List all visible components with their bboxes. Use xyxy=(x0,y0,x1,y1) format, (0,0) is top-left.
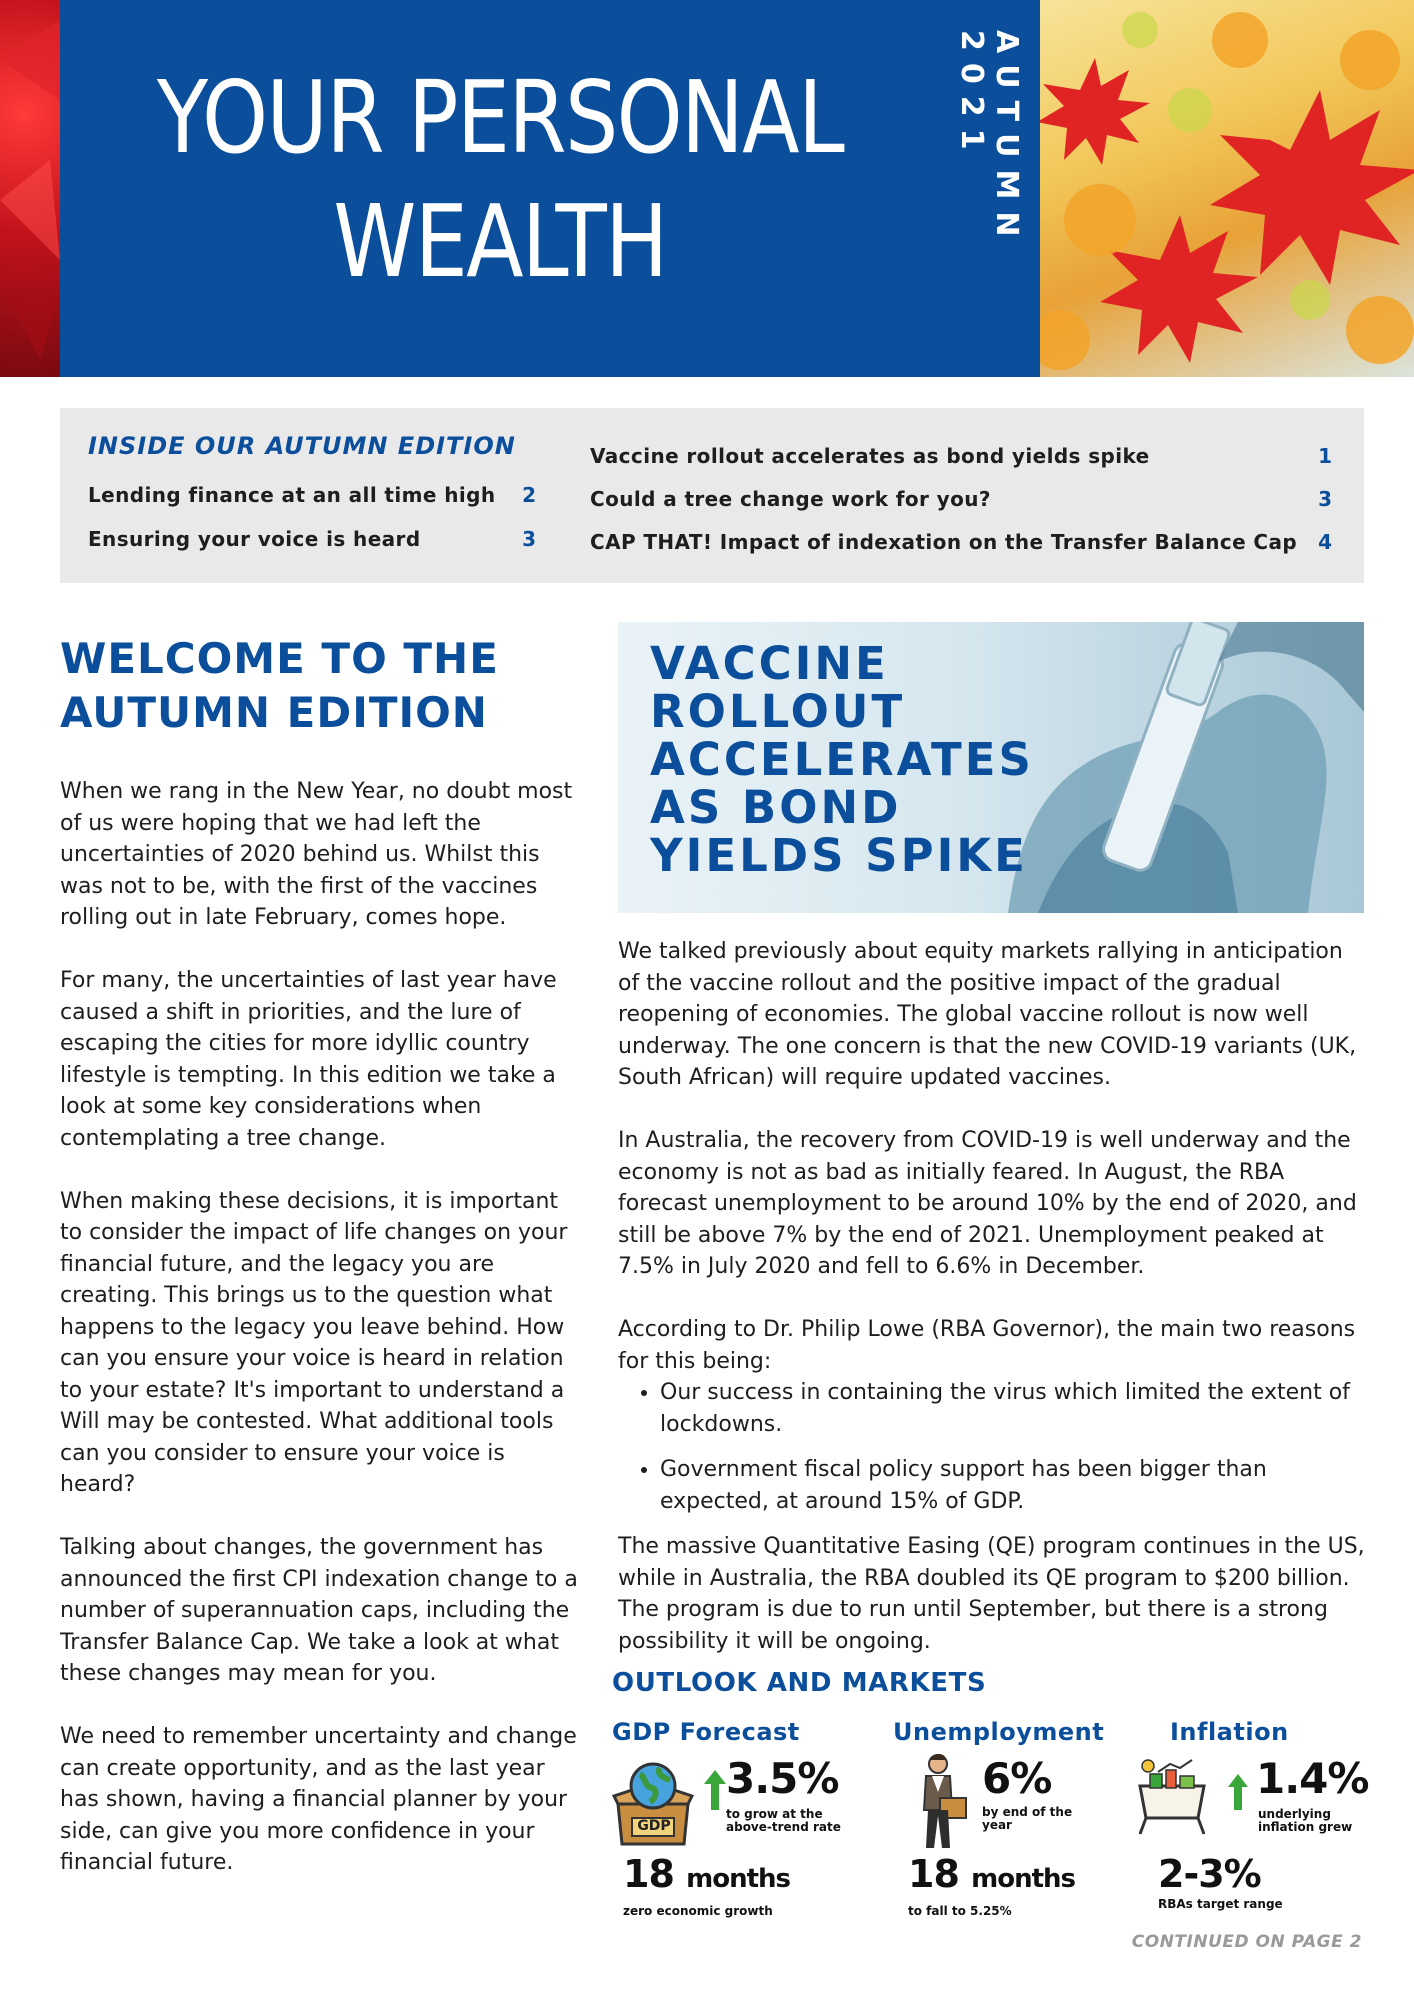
vaccine-paragraph: The massive Quantitative Easing (QE) program continues in the US, while in Australia, the RBA doubled its QE program to $200 billion. The program is due to run until September, but there is a strong possibility it will be ongoing. xyxy=(618,1534,1365,1654)
edition-label: AUTUMN 2021 xyxy=(954,30,1024,249)
welcome-paragraph: When making these decisions, it is important to consider the impact of life changes on your financial future, and the legacy you are creating. This brings us to the question what happens to the legacy you leave behind. How can you ensure your voice is heard in relation to your estate? It's important to understand a Will may be contested. What additional tools can you consider to ensure your voice is heard? xyxy=(60,1188,568,1497)
welcome-paragraph: When we rang in the New Year, no doubt most of us were hoping that we had left the uncertainties of 2020 behind us. Whilst this was not to be, with the first of the vaccines rolling out in late February, comes hope. xyxy=(60,779,573,930)
welcome-paragraph: For many, the uncertainties of last year have caused a shift in priorities, and the lure of escaping the cities for more idyllic country lifestyle is tempting. In this edition we take a look at some key considerations when contemplating a tree change. xyxy=(60,968,557,1151)
unemployment-months-caption: to fall to 5.25% xyxy=(908,1904,1012,1918)
vaccine-title-line: VACCINE xyxy=(650,637,889,690)
toc-item-tree-change[interactable]: Could a tree change work for you? xyxy=(590,487,991,511)
vaccine-paragraph: We talked previously about equity markets rallying in anticipation of the vaccine rollout and the positive impact of the gradual reopening of economies. The global vaccine rollout is now well underway. The one concern is that the new COVID-19 variants (UK, South African) will require updated vaccines. xyxy=(618,939,1357,1090)
toc-page-tree-change: 3 xyxy=(1318,487,1332,511)
inflation-target-range-caption: RBAs target range xyxy=(1158,1897,1283,1911)
gdp-months-unit: months xyxy=(686,1864,791,1894)
unemployment-caption: by end of the year xyxy=(982,1805,1073,1832)
header-photo-right xyxy=(1040,0,1414,377)
unemployment-value: 6% xyxy=(982,1754,1052,1803)
toc-item-vaccine[interactable]: Vaccine rollout accelerates as bond yields spike xyxy=(590,444,1150,468)
toc-page-vaccine: 1 xyxy=(1318,444,1332,468)
welcome-body xyxy=(60,776,580,1910)
toc-item-voice[interactable]: Ensuring your voice is heard xyxy=(88,527,421,551)
unemployment-months-value: 18 xyxy=(908,1852,959,1896)
vaccine-paragraph: In Australia, the recovery from COVID-19 is well underway and the economy is not as bad as initially feared. In August, the RBA forecast unemployment to be around 10% by the end of 2020, and still be above 7% by the end of 2021. Unemployment peaked at 7.5% in July 2020 and fell to 6.6% in December. xyxy=(618,1128,1357,1279)
unemployment-months-unit: months xyxy=(971,1864,1076,1894)
vaccine-article-title xyxy=(650,637,1070,882)
worker-with-box-icon xyxy=(912,1752,970,1852)
inflation-caption: underlying inflation grew xyxy=(1258,1807,1353,1834)
gdp-forecast-title: GDP Forecast xyxy=(612,1718,800,1746)
vaccine-title-line: ROLLOUT xyxy=(650,685,906,738)
red-leaf-photo xyxy=(0,0,60,377)
welcome-paragraph: Talking about changes, the government has announced the first CPI indexation change to a number of superannuation caps, including the Transfer Balance Cap. We take a look at what these changes may mean for you. xyxy=(60,1535,578,1686)
toc-page-cap-that: 4 xyxy=(1318,530,1332,554)
gdp-months-value: 18 xyxy=(623,1852,674,1896)
toc-page-lending: 2 xyxy=(522,483,536,507)
inflation-target-range-value: 2-3% xyxy=(1158,1852,1261,1896)
vaccine-body xyxy=(618,936,1368,1689)
gdp-months xyxy=(623,1852,790,1896)
welcome-paragraph: We need to remember uncertainty and change can create opportunity, and as the last year has shown, having a financial planner by your side, can give you more confidence in your financial future. xyxy=(60,1724,577,1875)
vaccine-title-line: AS BOND xyxy=(650,781,902,834)
welcome-heading xyxy=(60,632,580,740)
continued-on-page-label: CONTINUED ON PAGE 2 xyxy=(1131,1932,1362,1952)
vaccine-title-line: YIELDS SPIKE xyxy=(650,829,1028,882)
toc-item-lending[interactable]: Lending finance at an all time high xyxy=(88,483,496,507)
reasons-list-item: • Our success in containing the virus which limited the extent of lockdowns. xyxy=(660,1377,1368,1440)
autumn-leaves-photo xyxy=(1040,0,1414,377)
gdp-box-label: GDP xyxy=(637,1818,671,1834)
header-photo-left xyxy=(0,0,60,377)
toc-page-voice: 3 xyxy=(522,527,536,551)
inflation-up-arrow-icon xyxy=(1226,1772,1250,1816)
masthead-title-line1: YOUR PERSONAL xyxy=(156,59,844,176)
gdp-value: 3.5% xyxy=(726,1754,839,1803)
gdp-months-caption: zero economic growth xyxy=(623,1904,773,1918)
masthead-title-line2: WEALTH xyxy=(333,183,667,300)
outlook-heading: OUTLOOK AND MARKETS xyxy=(612,1668,987,1698)
masthead-title xyxy=(130,56,869,304)
inflation-title: Inflation xyxy=(1170,1718,1289,1746)
gdp-up-arrow-icon xyxy=(702,1768,728,1816)
reasons-list-item: • Government fiscal policy support has been bigger than expected, at around 15% of GDP. xyxy=(660,1454,1368,1517)
contents-heading: INSIDE OUR AUTUMN EDITION xyxy=(88,432,516,460)
unemployment-title: Unemployment xyxy=(893,1718,1105,1746)
welcome-heading-line2: AUTUMN EDITION xyxy=(60,688,488,737)
vaccine-paragraph: According to Dr. Philip Lowe (RBA Governor), the main two reasons for this being: xyxy=(618,1317,1356,1374)
welcome-heading-line1: WELCOME TO THE xyxy=(60,634,499,683)
vaccine-title-line: ACCELERATES xyxy=(650,733,1034,786)
inflation-value: 1.4% xyxy=(1256,1754,1369,1803)
shopping-basket-icon xyxy=(1136,1758,1208,1836)
reasons-list xyxy=(618,1377,1368,1517)
gdp-caption: to grow at the above-trend rate xyxy=(726,1807,841,1834)
unemployment-months xyxy=(908,1852,1075,1896)
toc-item-cap-that[interactable]: CAP THAT! Impact of indexation on the Transfer Balance Cap xyxy=(590,530,1298,554)
